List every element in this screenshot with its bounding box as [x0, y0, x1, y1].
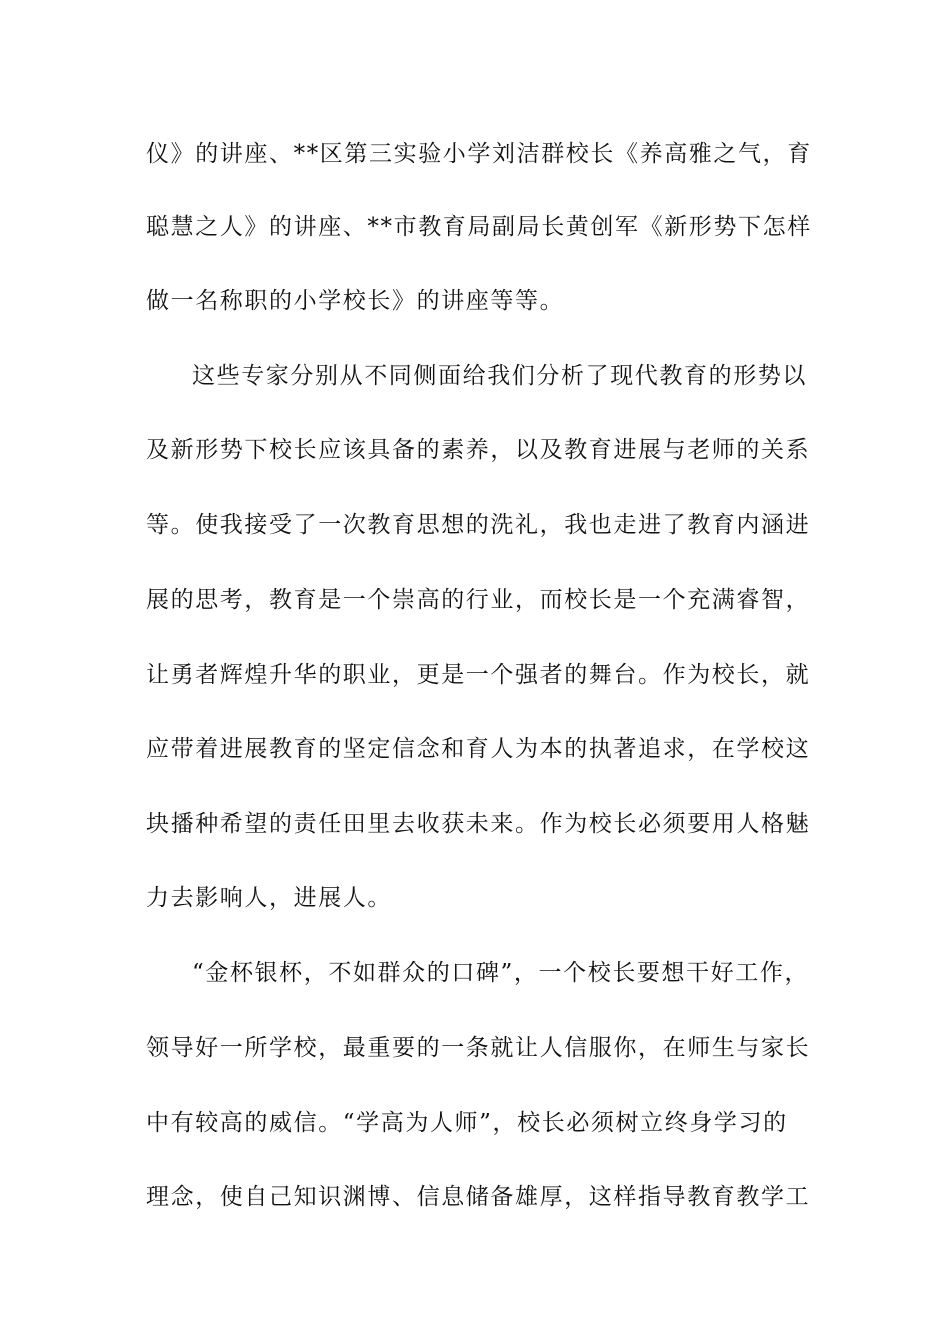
text-line: 及新形势下校长应该具备的素养，以及教育进展与老师的关系	[146, 437, 811, 463]
text-line: 仪》的讲座、**区第三实验小学刘洁群校长《养高雅之气，育	[146, 141, 812, 167]
text-line: 块播种希望的责任田里去收获未来。作为校长必须要用人格魅	[146, 811, 811, 837]
text-line: 理念，使自己知识渊博、信息储备雄厚，这样指导教育教学工	[146, 1184, 811, 1210]
text-line: 做一名称职的小学校长》的讲座等等。	[146, 288, 565, 314]
text-line: 展的思考，教育是一个崇高的行业，而校长是一个充满睿智，	[146, 587, 811, 613]
text-line: 应带着进展教育的坚定信念和育人为本的执著追求，在学校这	[146, 736, 811, 762]
text-line: 等。使我接受了一次教育思想的洗礼，我也走进了教育内涵进	[146, 512, 811, 538]
text-line: 力去影响人，进展人。	[146, 885, 392, 911]
paragraph-start-line: “金杯银杯，不如群众的口碑”，一个校长要想干好工作，	[192, 960, 810, 986]
text-line: 让勇者辉煌升华的职业，更是一个强者的舞台。作为校长，就	[146, 662, 811, 688]
paragraph-start-line: 这些专家分别从不同侧面给我们分析了现代教育的形势以	[192, 363, 807, 389]
text-line: 领导好一所学校，最重要的一条就让人信服你，在师生与家长	[146, 1035, 811, 1061]
text-line: 聪慧之人》的讲座、**市教育局副局长黄创军《新形势下怎样	[146, 214, 812, 240]
text-line: 中有较高的威信。“学高为人师”，校长必须树立终身学习的	[146, 1110, 788, 1136]
